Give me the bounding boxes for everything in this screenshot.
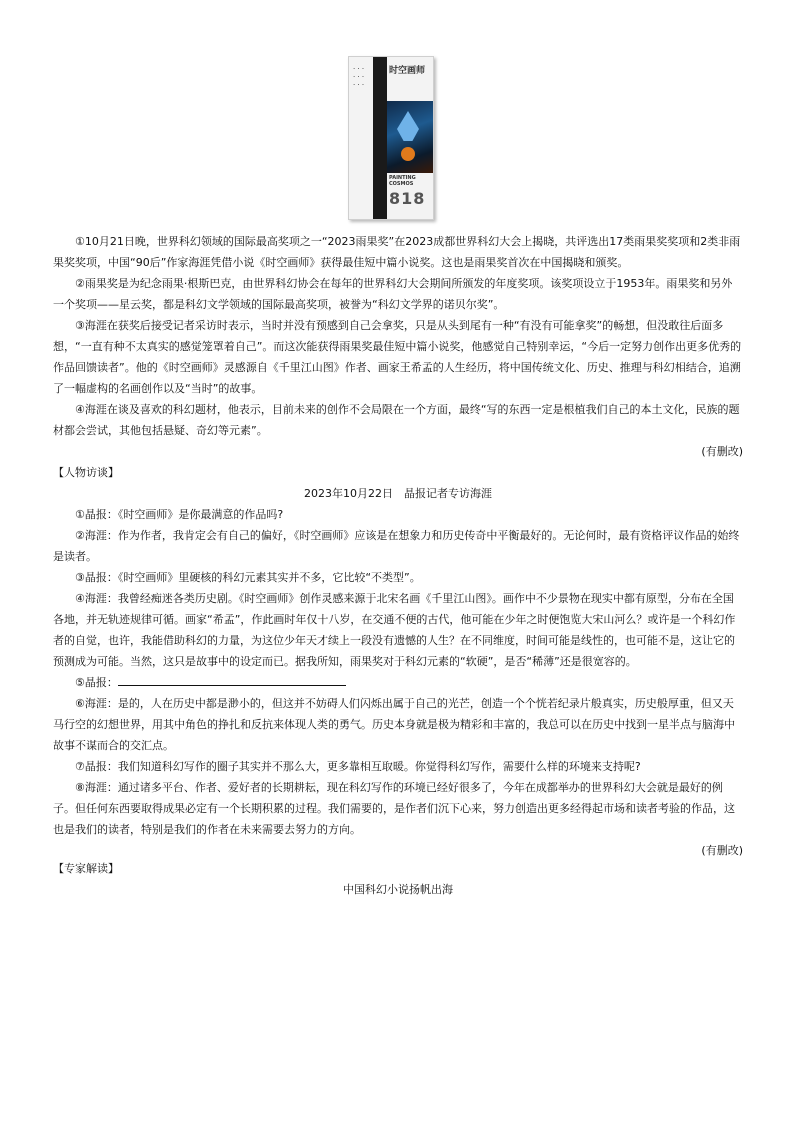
interview-a4: ⑧海涯：通过诸多平台、作者、爱好者的长期耕耘，现在科幻写作的环境已经好很多了，今年在成都举办的世界科幻大会就是最好的例子。但任何东西要取得成果必定有一个长期积累的过程。我们需要的，是作者们沉下心来，努力创造出更多经得起市场和读者考验的作品，这也是我们的读者，特别是我们的作者在未来需要去努力的方向。 (53, 781, 735, 836)
cover-sun-shape (401, 147, 415, 161)
interview-a2: ④海涯：我曾经痴迷各类历史剧。《时空画师》创作灵感来源于北宋名画《千里江山图》。画作中不少景物在现实中都有原型，分布在全国各地，并无轨迹规律可循。画家“希孟”，作此画时年仅十八岁，在交通不便的古代，他可能在少年之时便饱览大宋山河么？或许是一个科幻作者的自觉，也许，我能借助科幻的力量，为这位少年天才续上一段没有遗憾的人生？在不同维度，时间可能是线性的，也可能不是，这让它的预测成为可能。当然，这只是故事中的设定而已。据我所知，雨果奖对于科幻元素的“软硬”，是否“稀薄”还是很宽容的。 (53, 592, 736, 668)
article-paragraph-4: ④海涯在谈及喜欢的科幻题材，他表示，目前未来的创作不会局限在一个方面，最终“写的东西一定是根植我们自己的本土文化，民族的题材都会尝试，其他包括悬疑、奇幻等元素”。 (53, 403, 740, 437)
cover-number: 818 (389, 189, 426, 208)
interview-q1: ①晶报：《时空画师》是你最满意的作品吗? (75, 508, 284, 521)
article-edit-note: (有删改) (701, 445, 743, 458)
interview-q2: ③晶报：《时空画师》里硬核的科幻元素其实并不多，它比较“不类型”。 (75, 571, 421, 584)
cover-title: 时空画师 (389, 66, 426, 76)
interview-dateline: 2023年10月22日 晶报记者专访海涯 (304, 487, 492, 500)
answer-blank-line[interactable] (118, 673, 346, 686)
cover-figure-shape (397, 111, 419, 141)
cover-black-strip (373, 57, 387, 219)
expert-headline: 中国科幻小说扬帆出海 (343, 883, 453, 896)
interview-q3-label: ⑤晶报： (75, 676, 118, 689)
interview-section-title: 【人物访谈】 (53, 466, 119, 479)
cover-english-title: PAINTING COSMOS (389, 175, 416, 187)
article-paragraph-1: ①10月21日晚，世界科幻领域的国际最高奖项之一“2023雨果奖”在2023成都世界科幻大会上揭晓，共评选出17类雨果奖奖项和2类非雨果奖奖项，中国“90后”作家海涯凭借小说《时空画师》获得最佳短中篇小说奖。这也是雨果奖首次在中国揭晓和颁奖。 (53, 235, 741, 269)
interview-q3 (53, 672, 743, 693)
interview-a3: ⑥海涯：是的，人在历史中都是渺小的，但这并不妨碍人们闪烁出属于自己的光芒，创造一个个恍若纪录片般真实，历史般厚重，但又天马行空的幻想世界，用其中角色的挣扎和反抗来体现人类的勇气。历史本身就是极为精彩和丰富的，我总可以在历史中找到一星半点与脑海中故事不谋而合的交汇点。 (53, 697, 735, 752)
expert-section (53, 858, 743, 900)
article-paragraph-2: ②雨果奖是为纪念雨果·根斯巴克，由世界科幻协会在每年的世界科幻大会期间所颁发的年度奖项。该奖项设立于1953年。雨果奖和另外一个奖项——星云奖，都是科幻文学领域的国际最高奖项，被誉为“科幻文学界的诺贝尔奖”。 (53, 277, 733, 311)
article-paragraph-3: ③海涯在获奖后接受记者采访时表示，当时并没有预感到自己会拿奖，只是从头到尾有一种“有没有可能拿奖”的畅想，但没敢往后面多想，“一直有种不太真实的感觉笼罩着自己”。而这次能获得雨果奖最佳短中篇小说奖，他感觉自己特别幸运，“今后一定努力创作出更多优秀的作品回馈读者”。他的《时空画师》灵感源自《千里江山图》作者、画家王希孟的人生经历，将中国传统文化、历史、推理与科幻相结合，追溯了一幅虚构的名画创作以及“当时”的故事。 (53, 319, 742, 395)
interview-q4: ⑦晶报：我们知道科幻写作的圈子其实并不那么大，更多靠相互取暖。你觉得科幻写作，需要什么样的环境来支持呢? (75, 760, 641, 773)
cover-spine-text: · · · · · · · · · (353, 65, 365, 89)
cover-artwork (387, 101, 433, 173)
interview-section (53, 462, 743, 861)
interview-edit-note: (有删改) (701, 844, 743, 857)
article-news (53, 231, 743, 462)
expert-section-title: 【专家解读】 (53, 862, 119, 875)
interview-a1: ②海涯：作为作者，我肯定会有自己的偏好，《时空画师》应该是在想象力和历史传奇中平衡最好的。无论何时，最有资格评议作品的始终是读者。 (53, 529, 740, 563)
book-cover-image (348, 56, 434, 220)
